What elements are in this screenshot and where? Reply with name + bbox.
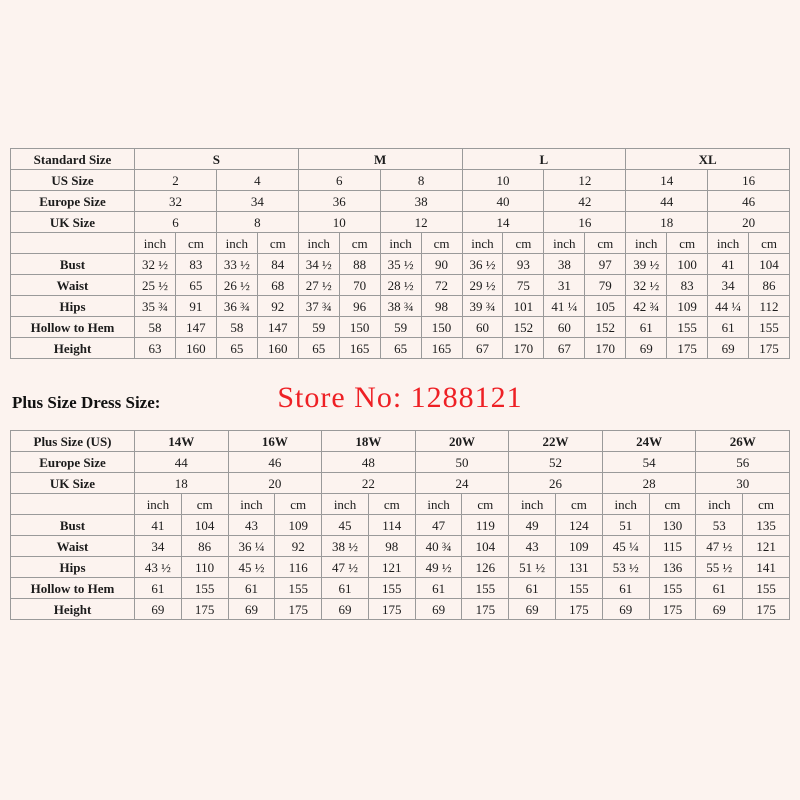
size-value-cell: 36 [298, 191, 380, 212]
measure-inch-cell: 47 ½ [696, 536, 743, 557]
measure-inch-cell: 69 [602, 599, 649, 620]
measure-inch-cell: 69 [626, 338, 667, 359]
unit-row [11, 494, 790, 515]
measure-inch-cell: 69 [228, 599, 275, 620]
unit-cm-cell: cm [556, 494, 603, 515]
unit-cm-cell: cm [275, 494, 322, 515]
measure-inch-cell: 60 [462, 317, 503, 338]
size-value-cell: 6 [135, 212, 217, 233]
unit-inch-cell: inch [322, 494, 369, 515]
size-group-header: 26W [696, 431, 790, 452]
measure-cm-cell: 175 [462, 599, 509, 620]
measure-cm-cell: 68 [257, 275, 298, 296]
unit-inch-cell: inch [135, 494, 182, 515]
measure-inch-cell: 47 [415, 515, 462, 536]
measure-inch-cell: 36 ¾ [216, 296, 257, 317]
measure-row [11, 578, 790, 599]
measure-inch-cell: 33 ½ [216, 254, 257, 275]
measure-cm-cell: 160 [257, 338, 298, 359]
measure-cm-cell: 155 [649, 578, 696, 599]
measure-cm-cell: 93 [503, 254, 544, 275]
measure-inch-cell: 69 [708, 338, 749, 359]
empty-corner-cell [11, 233, 135, 254]
measure-cm-cell: 175 [556, 599, 603, 620]
size-group-header: XL [626, 149, 790, 170]
unit-cm-cell: cm [462, 494, 509, 515]
size-value-cell: 24 [415, 473, 509, 494]
measure-row [11, 557, 790, 578]
measure-inch-cell: 41 [708, 254, 749, 275]
size-value-cell: 48 [322, 452, 416, 473]
measure-inch-cell: 41 ¼ [544, 296, 585, 317]
size-value-cell: 52 [509, 452, 603, 473]
measure-cm-cell: 175 [275, 599, 322, 620]
measure-cm-cell: 104 [181, 515, 228, 536]
measure-inch-cell: 32 ½ [135, 254, 176, 275]
unit-inch-cell: inch [708, 233, 749, 254]
measure-cm-cell: 86 [181, 536, 228, 557]
measure-cm-cell: 112 [749, 296, 790, 317]
measure-inch-cell: 61 [708, 317, 749, 338]
unit-cm-cell: cm [181, 494, 228, 515]
measure-inch-cell: 69 [415, 599, 462, 620]
measure-cm-cell: 152 [503, 317, 544, 338]
measure-inch-cell: 38 [544, 254, 585, 275]
measure-cm-cell: 104 [462, 536, 509, 557]
measure-cm-cell: 92 [275, 536, 322, 557]
row-label: Hollow to Hem [11, 317, 135, 338]
row-label: Europe Size [11, 191, 135, 212]
measure-inch-cell: 31 [544, 275, 585, 296]
measure-inch-cell: 47 ½ [322, 557, 369, 578]
measure-inch-cell: 65 [380, 338, 421, 359]
measure-inch-cell: 69 [135, 599, 182, 620]
measure-row [11, 296, 790, 317]
measure-inch-cell: 65 [298, 338, 339, 359]
measure-inch-cell: 59 [298, 317, 339, 338]
measure-cm-cell: 147 [257, 317, 298, 338]
measure-row [11, 317, 790, 338]
row-label: Height [11, 338, 135, 359]
measure-cm-cell: 88 [339, 254, 380, 275]
measure-cm-cell: 155 [749, 317, 790, 338]
measure-cm-cell: 96 [339, 296, 380, 317]
measure-inch-cell: 51 ½ [509, 557, 556, 578]
measure-row [11, 536, 790, 557]
size-row [11, 212, 790, 233]
measure-inch-cell: 61 [135, 578, 182, 599]
size-row [11, 473, 790, 494]
measure-inch-cell: 37 ¾ [298, 296, 339, 317]
measure-inch-cell: 69 [509, 599, 556, 620]
measure-cm-cell: 75 [503, 275, 544, 296]
size-value-cell: 16 [708, 170, 790, 191]
unit-inch-cell: inch [509, 494, 556, 515]
size-table [10, 430, 790, 620]
measure-row [11, 275, 790, 296]
size-table [10, 148, 790, 359]
measure-cm-cell: 175 [743, 599, 790, 620]
measure-cm-cell: 72 [421, 275, 462, 296]
unit-cm-cell: cm [175, 233, 216, 254]
size-value-cell: 20 [228, 473, 322, 494]
unit-inch-cell: inch [602, 494, 649, 515]
size-value-cell: 20 [708, 212, 790, 233]
size-value-cell: 4 [216, 170, 298, 191]
unit-cm-cell: cm [339, 233, 380, 254]
measure-cm-cell: 79 [585, 275, 626, 296]
unit-inch-cell: inch [696, 494, 743, 515]
measure-cm-cell: 97 [585, 254, 626, 275]
measure-cm-cell: 109 [667, 296, 708, 317]
unit-cm-cell: cm [667, 233, 708, 254]
measure-inch-cell: 38 ¾ [380, 296, 421, 317]
size-value-cell: 44 [626, 191, 708, 212]
measure-inch-cell: 61 [696, 578, 743, 599]
measure-inch-cell: 63 [135, 338, 176, 359]
measure-cm-cell: 114 [368, 515, 415, 536]
measure-inch-cell: 42 ¾ [626, 296, 667, 317]
measure-inch-cell: 51 [602, 515, 649, 536]
measure-cm-cell: 155 [667, 317, 708, 338]
unit-inch-cell: inch [380, 233, 421, 254]
size-row [11, 191, 790, 212]
measure-inch-cell: 38 ½ [322, 536, 369, 557]
size-value-cell: 26 [509, 473, 603, 494]
measure-cm-cell: 135 [743, 515, 790, 536]
unit-inch-cell: inch [216, 233, 257, 254]
standard-size-table [10, 148, 790, 359]
row-label: US Size [11, 170, 135, 191]
measure-inch-cell: 59 [380, 317, 421, 338]
measure-inch-cell: 49 ½ [415, 557, 462, 578]
size-value-cell: 8 [216, 212, 298, 233]
empty-corner-cell [11, 494, 135, 515]
measure-inch-cell: 61 [322, 578, 369, 599]
row-label: Europe Size [11, 452, 135, 473]
measure-inch-cell: 39 ¾ [462, 296, 503, 317]
measure-cm-cell: 101 [503, 296, 544, 317]
measure-inch-cell: 45 ½ [228, 557, 275, 578]
row-label: Height [11, 599, 135, 620]
measure-inch-cell: 61 [626, 317, 667, 338]
measure-cm-cell: 90 [421, 254, 462, 275]
unit-cm-cell: cm [743, 494, 790, 515]
size-value-cell: 50 [415, 452, 509, 473]
measure-inch-cell: 53 ½ [602, 557, 649, 578]
size-value-cell: 12 [380, 212, 462, 233]
measure-inch-cell: 61 [415, 578, 462, 599]
measure-cm-cell: 121 [743, 536, 790, 557]
measure-cm-cell: 150 [339, 317, 380, 338]
measure-cm-cell: 86 [749, 275, 790, 296]
unit-inch-cell: inch [228, 494, 275, 515]
measure-row [11, 515, 790, 536]
size-group-header: 14W [135, 431, 229, 452]
measure-inch-cell: 58 [135, 317, 176, 338]
unit-inch-cell: inch [626, 233, 667, 254]
measure-inch-cell: 53 [696, 515, 743, 536]
row-label: UK Size [11, 212, 135, 233]
size-value-cell: 56 [696, 452, 790, 473]
measure-cm-cell: 83 [667, 275, 708, 296]
size-group-header: 24W [602, 431, 696, 452]
measure-cm-cell: 155 [275, 578, 322, 599]
measure-cm-cell: 165 [421, 338, 462, 359]
measure-inch-cell: 45 [322, 515, 369, 536]
measure-inch-cell: 34 ½ [298, 254, 339, 275]
measure-cm-cell: 155 [556, 578, 603, 599]
size-row [11, 452, 790, 473]
unit-cm-cell: cm [421, 233, 462, 254]
measure-cm-cell: 170 [503, 338, 544, 359]
measure-inch-cell: 27 ½ [298, 275, 339, 296]
measure-inch-cell: 43 [509, 536, 556, 557]
unit-inch-cell: inch [544, 233, 585, 254]
measure-cm-cell: 92 [257, 296, 298, 317]
row-label: Waist [11, 275, 135, 296]
row-label: Bust [11, 254, 135, 275]
measure-cm-cell: 119 [462, 515, 509, 536]
size-value-cell: 46 [708, 191, 790, 212]
measure-inch-cell: 36 ½ [462, 254, 503, 275]
measure-inch-cell: 69 [322, 599, 369, 620]
measure-inch-cell: 26 ½ [216, 275, 257, 296]
size-value-cell: 12 [544, 170, 626, 191]
measure-inch-cell: 60 [544, 317, 585, 338]
measure-cm-cell: 115 [649, 536, 696, 557]
size-value-cell: 18 [135, 473, 229, 494]
size-value-cell: 22 [322, 473, 416, 494]
table-corner-label: Plus Size (US) [11, 431, 135, 452]
measure-cm-cell: 147 [175, 317, 216, 338]
measure-inch-cell: 58 [216, 317, 257, 338]
unit-cm-cell: cm [649, 494, 696, 515]
measure-cm-cell: 155 [181, 578, 228, 599]
size-group-header: 18W [322, 431, 416, 452]
measure-cm-cell: 109 [275, 515, 322, 536]
size-group-header: 20W [415, 431, 509, 452]
group-header-row [11, 431, 790, 452]
measure-cm-cell: 100 [667, 254, 708, 275]
measure-cm-cell: 175 [667, 338, 708, 359]
measure-row [11, 254, 790, 275]
measure-inch-cell: 32 ½ [626, 275, 667, 296]
size-value-cell: 38 [380, 191, 462, 212]
measure-cm-cell: 165 [339, 338, 380, 359]
measure-inch-cell: 34 [135, 536, 182, 557]
size-group-header: L [462, 149, 626, 170]
measure-row [11, 338, 790, 359]
measure-inch-cell: 65 [216, 338, 257, 359]
measure-cm-cell: 175 [649, 599, 696, 620]
measure-cm-cell: 121 [368, 557, 415, 578]
size-value-cell: 46 [228, 452, 322, 473]
measure-inch-cell: 41 [135, 515, 182, 536]
measure-cm-cell: 152 [585, 317, 626, 338]
measure-cm-cell: 109 [556, 536, 603, 557]
size-value-cell: 42 [544, 191, 626, 212]
measure-inch-cell: 40 ¾ [415, 536, 462, 557]
measure-cm-cell: 155 [462, 578, 509, 599]
measure-cm-cell: 155 [368, 578, 415, 599]
measure-inch-cell: 25 ½ [135, 275, 176, 296]
measure-cm-cell: 110 [181, 557, 228, 578]
table-corner-label: Standard Size [11, 149, 135, 170]
measure-cm-cell: 126 [462, 557, 509, 578]
measure-cm-cell: 130 [649, 515, 696, 536]
measure-cm-cell: 124 [556, 515, 603, 536]
measure-cm-cell: 70 [339, 275, 380, 296]
measure-cm-cell: 131 [556, 557, 603, 578]
unit-cm-cell: cm [585, 233, 626, 254]
unit-inch-cell: inch [135, 233, 176, 254]
size-group-header: M [298, 149, 462, 170]
measure-cm-cell: 116 [275, 557, 322, 578]
size-group-header: 22W [509, 431, 603, 452]
measure-cm-cell: 104 [749, 254, 790, 275]
measure-inch-cell: 45 ¼ [602, 536, 649, 557]
measure-row [11, 599, 790, 620]
measure-inch-cell: 34 [708, 275, 749, 296]
measure-cm-cell: 136 [649, 557, 696, 578]
group-header-row [11, 149, 790, 170]
measure-inch-cell: 35 ¾ [135, 296, 176, 317]
measure-inch-cell: 61 [509, 578, 556, 599]
measure-cm-cell: 141 [743, 557, 790, 578]
unit-inch-cell: inch [298, 233, 339, 254]
size-row [11, 170, 790, 191]
measure-cm-cell: 91 [175, 296, 216, 317]
size-value-cell: 28 [602, 473, 696, 494]
unit-cm-cell: cm [503, 233, 544, 254]
measure-cm-cell: 105 [585, 296, 626, 317]
measure-inch-cell: 43 [228, 515, 275, 536]
size-value-cell: 40 [462, 191, 544, 212]
size-value-cell: 32 [135, 191, 217, 212]
measure-inch-cell: 67 [544, 338, 585, 359]
measure-cm-cell: 160 [175, 338, 216, 359]
size-value-cell: 34 [216, 191, 298, 212]
measure-inch-cell: 28 ½ [380, 275, 421, 296]
store-watermark: Store No: 1288121 [277, 381, 523, 414]
size-group-header: 16W [228, 431, 322, 452]
unit-cm-cell: cm [749, 233, 790, 254]
row-label: Hips [11, 296, 135, 317]
size-value-cell: 44 [135, 452, 229, 473]
row-label: Hips [11, 557, 135, 578]
measure-inch-cell: 61 [228, 578, 275, 599]
size-value-cell: 54 [602, 452, 696, 473]
size-value-cell: 18 [626, 212, 708, 233]
measure-cm-cell: 170 [585, 338, 626, 359]
row-label: Hollow to Hem [11, 578, 135, 599]
measure-cm-cell: 175 [181, 599, 228, 620]
size-value-cell: 14 [462, 212, 544, 233]
measure-cm-cell: 175 [749, 338, 790, 359]
measure-inch-cell: 67 [462, 338, 503, 359]
row-label: Bust [11, 515, 135, 536]
size-value-cell: 14 [626, 170, 708, 191]
measure-inch-cell: 35 ½ [380, 254, 421, 275]
measure-inch-cell: 69 [696, 599, 743, 620]
plus-size-heading: Plus Size Dress Size: [12, 393, 161, 412]
unit-inch-cell: inch [415, 494, 462, 515]
measure-inch-cell: 55 ½ [696, 557, 743, 578]
measure-cm-cell: 150 [421, 317, 462, 338]
unit-inch-cell: inch [462, 233, 503, 254]
measure-cm-cell: 65 [175, 275, 216, 296]
measure-inch-cell: 44 ¼ [708, 296, 749, 317]
measure-inch-cell: 36 ¼ [228, 536, 275, 557]
size-value-cell: 6 [298, 170, 380, 191]
measure-inch-cell: 61 [602, 578, 649, 599]
size-value-cell: 2 [135, 170, 217, 191]
measure-cm-cell: 98 [421, 296, 462, 317]
size-value-cell: 8 [380, 170, 462, 191]
size-value-cell: 10 [462, 170, 544, 191]
plus-size-table [10, 430, 790, 620]
measure-cm-cell: 155 [743, 578, 790, 599]
size-value-cell: 30 [696, 473, 790, 494]
unit-cm-cell: cm [257, 233, 298, 254]
measure-cm-cell: 98 [368, 536, 415, 557]
measure-cm-cell: 175 [368, 599, 415, 620]
row-label: Waist [11, 536, 135, 557]
size-group-header: S [135, 149, 299, 170]
row-label: UK Size [11, 473, 135, 494]
measure-cm-cell: 83 [175, 254, 216, 275]
size-value-cell: 10 [298, 212, 380, 233]
measure-cm-cell: 84 [257, 254, 298, 275]
measure-inch-cell: 39 ½ [626, 254, 667, 275]
unit-cm-cell: cm [368, 494, 415, 515]
measure-inch-cell: 49 [509, 515, 556, 536]
measure-inch-cell: 43 ½ [135, 557, 182, 578]
size-value-cell: 16 [544, 212, 626, 233]
unit-row [11, 233, 790, 254]
measure-inch-cell: 29 ½ [462, 275, 503, 296]
